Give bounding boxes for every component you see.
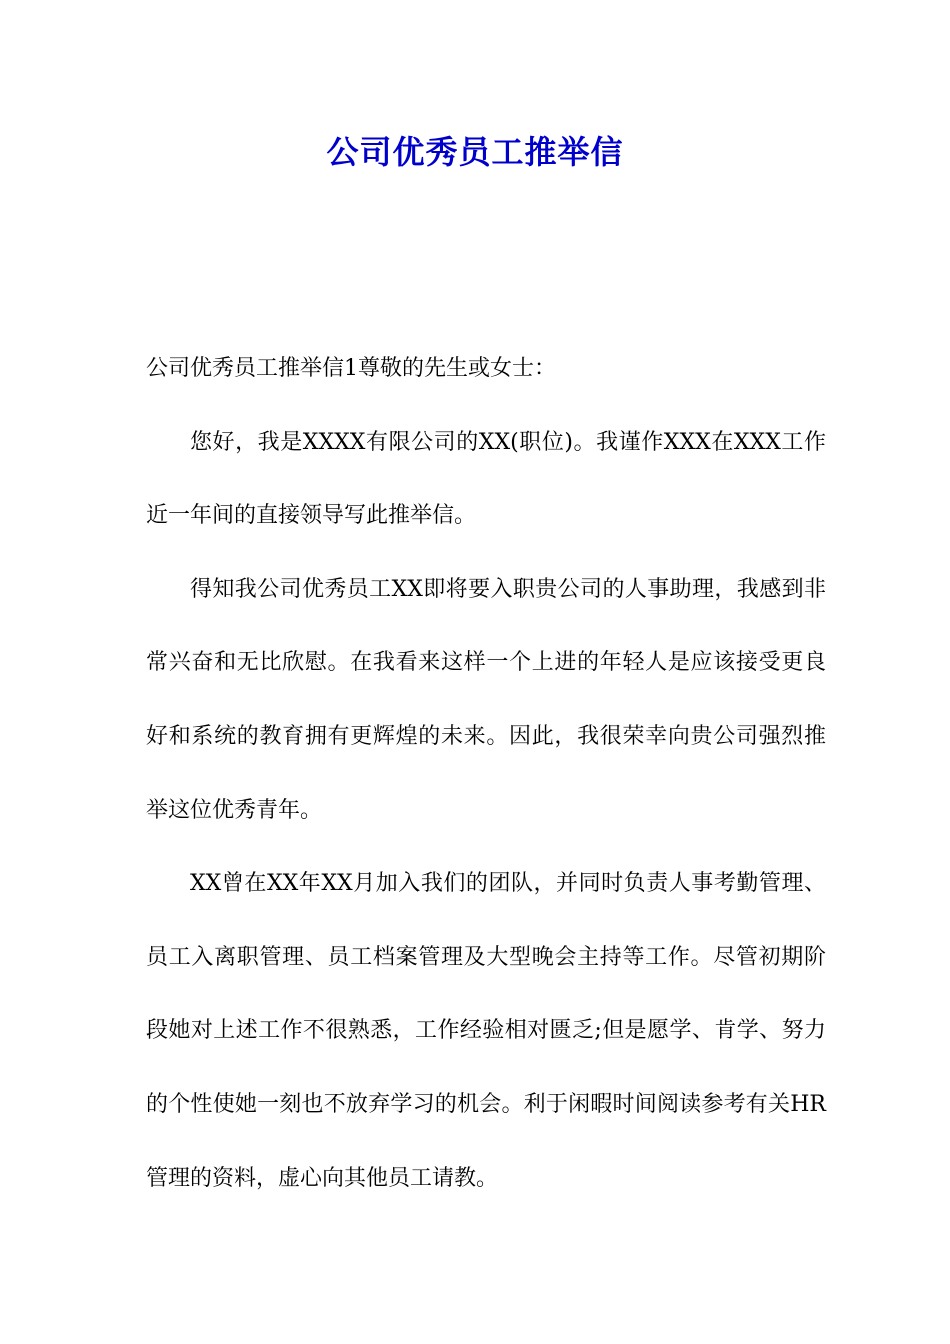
document-title: 公司优秀员工推举信 <box>326 133 624 171</box>
recommendation-paragraph: 得知我公司优秀员工XX即将要入职贵公司的人事助理，我感到非常兴奋和无比欣慰。在我看来这样一个上进的年轻人是应该接受更良好和系统的教育拥有更辉煌的未来。因此，我很荣幸向贵公司强烈推举这位优秀青年。 <box>146 576 826 823</box>
intro-paragraph: 您好，我是XXXX有限公司的XX(职位)。我谨作XXX在XXX工作近一年间的直接领导写此推举信。 <box>146 429 826 529</box>
greeting-paragraph: 公司优秀员工推举信1尊敬的先生或女士： <box>146 356 556 381</box>
experience-paragraph: XX曾在XX年XX月加入我们的团队，并同时负责人事考勤管理、员工入离职管理、员工档案管理及大型晚会主持等工作。尽管初期阶段她对上述工作不很熟悉，工作经验相对匮乏;但是愿学、肯学、努力的个性使她一刻也不放弃学习的机会。利于闲暇时间阅读参考有关HR管理的资料，虚心向其他员工请教。 <box>146 871 826 1191</box>
document-body <box>146 332 826 1215</box>
